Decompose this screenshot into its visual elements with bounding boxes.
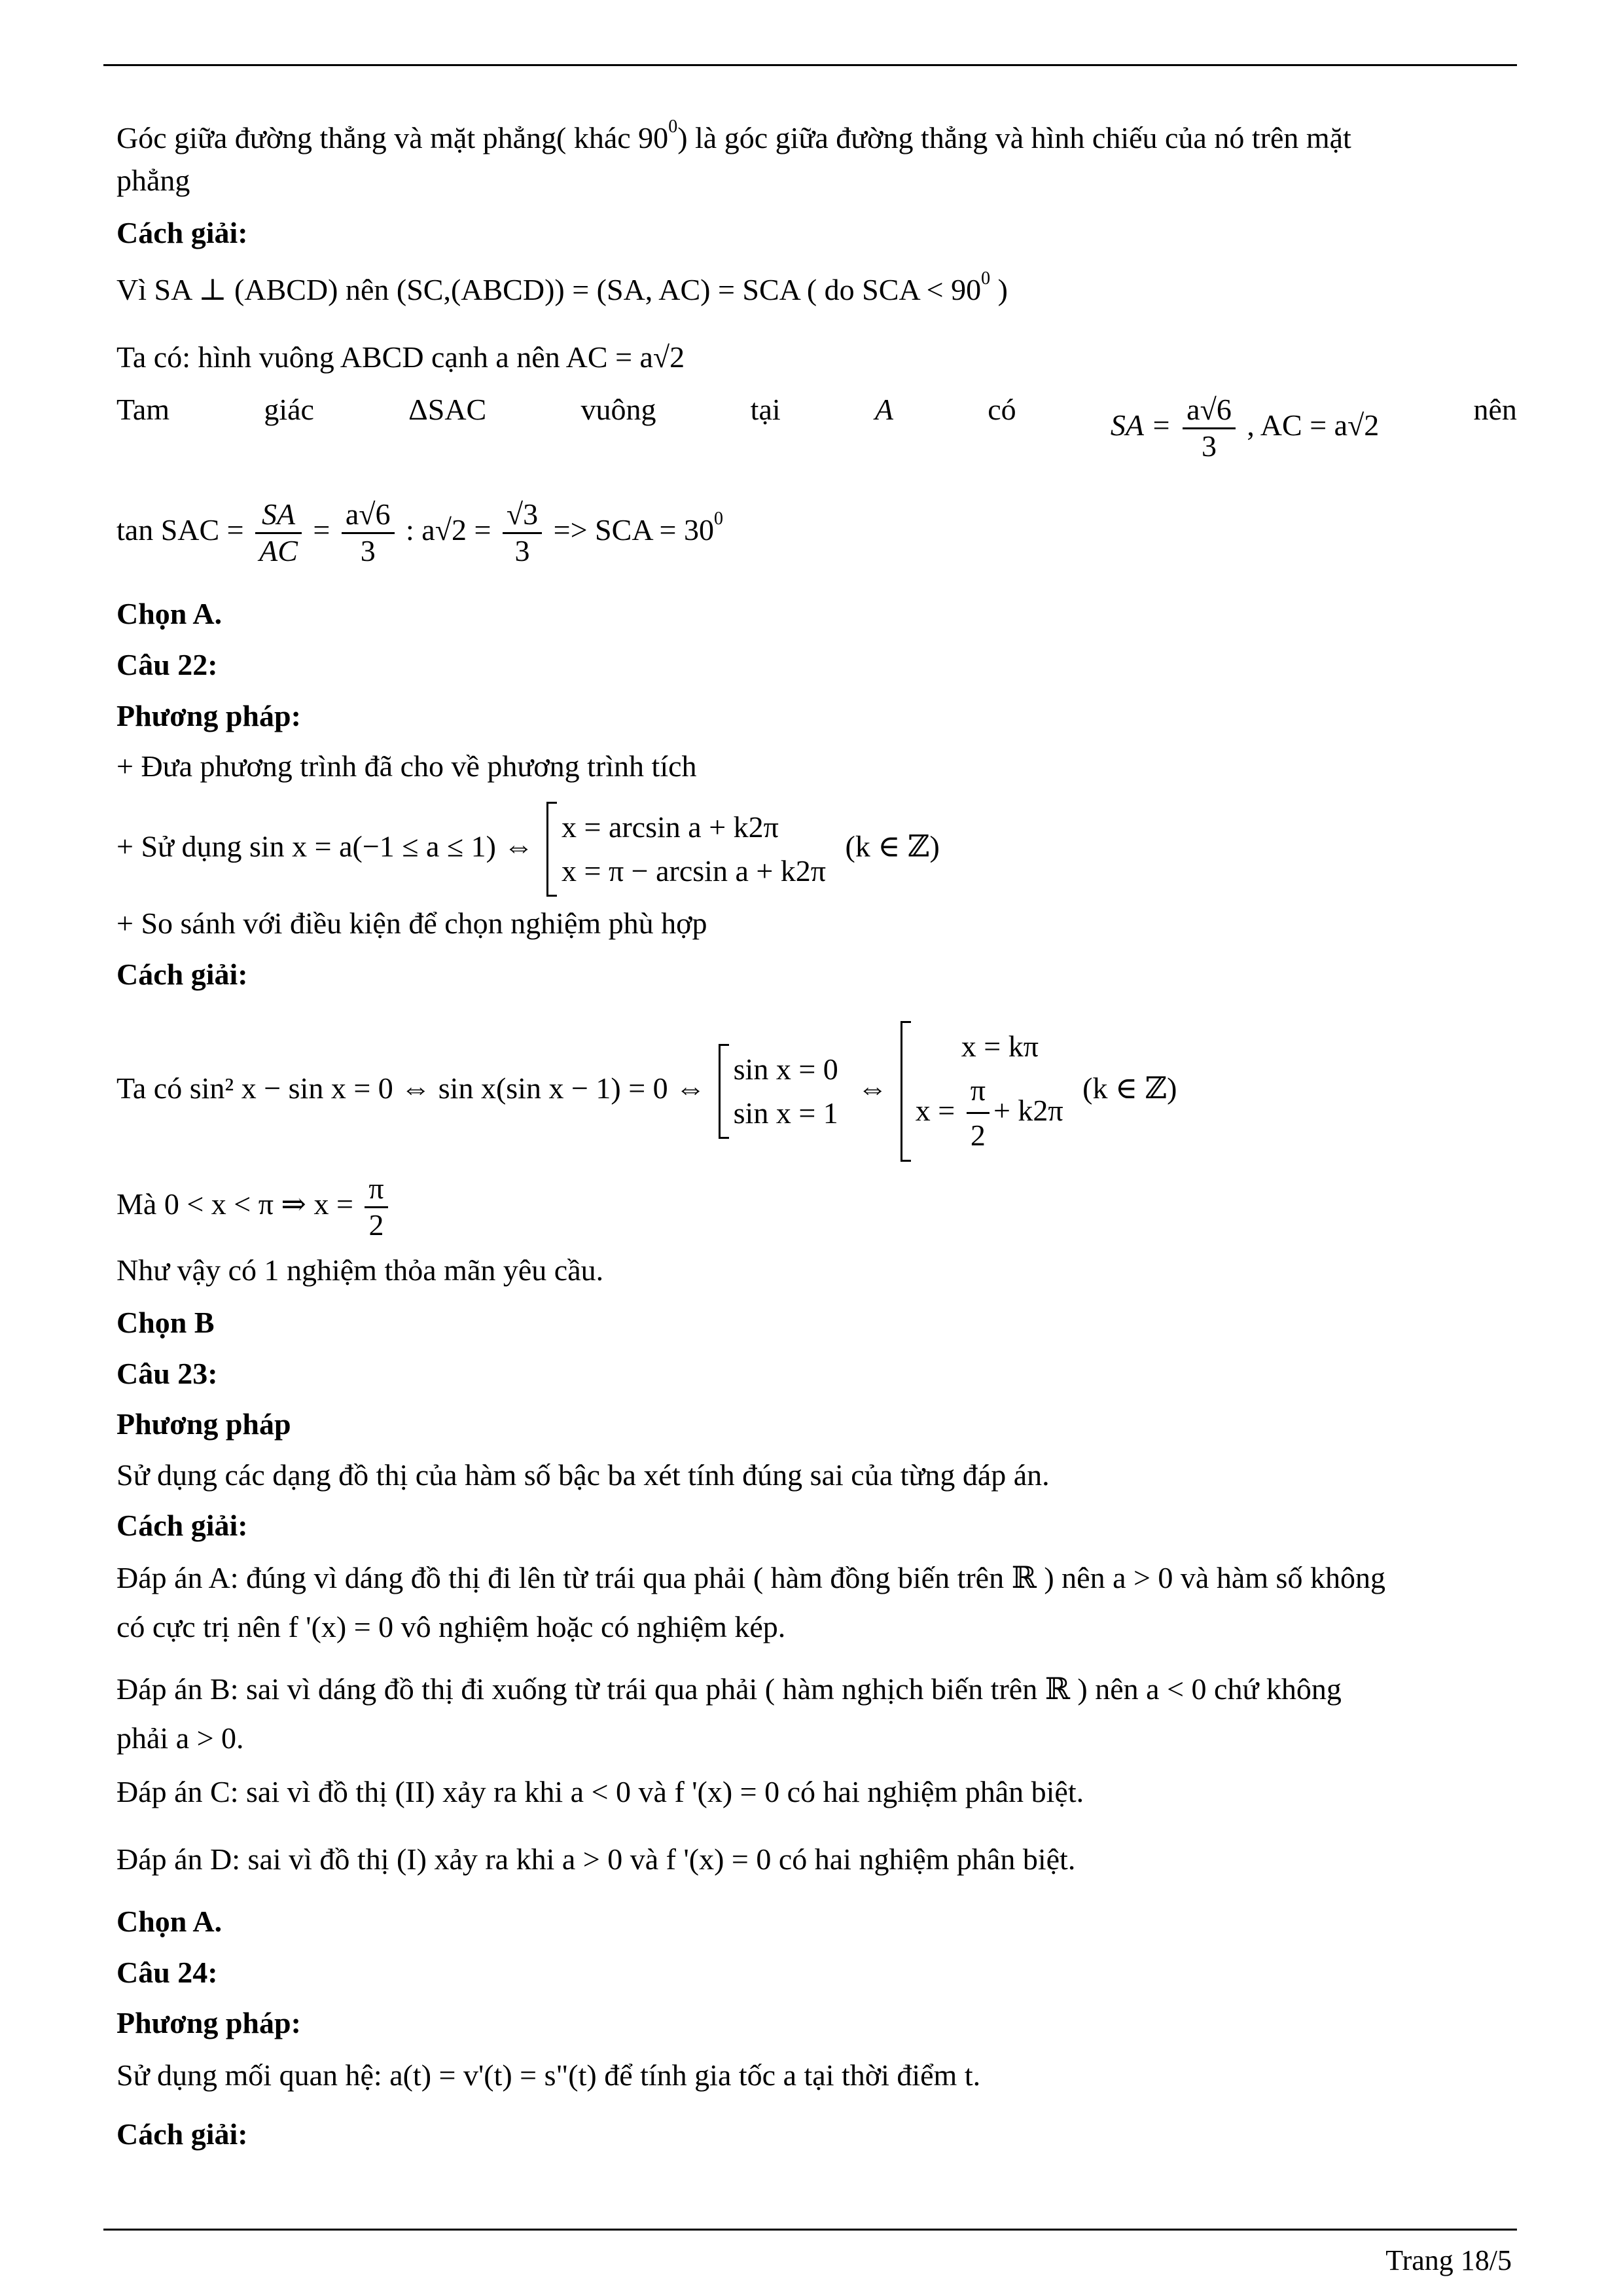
question-title: Câu 23: — [116, 1357, 218, 1390]
equation-system: x = kπ x = $\frac{\pi}{2}$ + k2π — [901, 1021, 1070, 1162]
paragraph-line: + Đưa phương trình đã cho về phương trình tích — [116, 749, 697, 783]
paragraph-line: Sử dụng các dạng đồ thị của hàm số bậc ba xét tính đúng sai của từng đáp án. — [116, 1458, 1050, 1492]
answer-choice: Chọn A. — [116, 1905, 223, 1938]
header-rule — [103, 64, 1517, 66]
paragraph-line: Đáp án C: sai vì đồ thị (II) xảy ra khi a < 0 và f '(x) = 0 có hai nghiệm phân biệt. — [116, 1775, 1084, 1808]
math-line: Vì SA ⊥ (ABCD) nên (SC,(ABCD)) = (SA, AC) = SCA ( do SCA < $90^0$ ) — [116, 268, 1008, 306]
paragraph-line: Đáp án B: sai vì dáng đồ thị đi xuống từ trái qua phải ( hàm nghịch biến trên ℝ ) nên a < 0 chứ không — [116, 1672, 1342, 1706]
paragraph-line: Đáp án D: sai vì đồ thị (I) xảy ra khi a > 0 và f '(x) = 0 có hai nghiệm phân biệt. — [116, 1842, 1076, 1876]
fraction: $\frac{SA}{AC}$ — [255, 497, 302, 569]
footer-rule — [103, 2229, 1517, 2231]
equation-system: x = arcsin a + k2π x = π − arcsin a + k2π — [546, 802, 832, 897]
section-heading: Cách giải: — [116, 1509, 248, 1542]
section-heading: Cách giải: — [116, 2117, 248, 2151]
paragraph-line: + So sánh với điều kiện để chọn nghiệm phù hợp — [116, 906, 707, 940]
paragraph-line: có cực trị nên f '(x) = 0 vô nghiệm hoặc có nghiệm kép. — [116, 1610, 786, 1643]
section-heading: Phương pháp: — [116, 2006, 301, 2039]
question-title: Câu 24: — [116, 1956, 218, 1989]
answer-choice: Chọn A. — [116, 597, 223, 630]
paragraph-line: Sử dụng mối quan hệ: a(t) = v'(t) = s"(t) để tính gia tốc a tại thời điểm t. — [116, 2058, 981, 2092]
paragraph-line: Đáp án A: đúng vì dáng đồ thị đi lên từ trái qua phải ( hàm đồng biến trên ℝ ) nên a > 0 và hàm số không — [116, 1561, 1385, 1594]
fraction: $\frac{√3}{3}$ — [503, 497, 542, 569]
paragraph-line: phải a > 0. — [116, 1721, 244, 1755]
paragraph-line: Như vậy có 1 nghiệm thỏa mãn yêu cầu. — [116, 1253, 604, 1287]
section-heading: Phương pháp — [116, 1407, 291, 1441]
math-line: Tam giác ΔSAC vuông tại A có SA = $\frac{a√6}{3}$ , AC = a√2 nên — [116, 393, 1517, 463]
section-heading: Phương pháp: — [116, 699, 301, 732]
section-heading: Cách giải: — [116, 958, 248, 991]
page-number: Trang 18/5 — [1385, 2244, 1512, 2276]
equation-system: sin x = 0 sin x = 1 — [719, 1044, 845, 1139]
math-line: + Sử dụng sin x = a(−1 ≤ a ≤ 1) ⇔ x = arcsin a + k2π x = π − arcsin a + k2π (k ∈ ℤ) — [116, 802, 940, 897]
fraction: $\frac{a√6}{3}$ — [1183, 393, 1236, 464]
math-line: Ta có sin² x − sin x = 0 ⇔ sin x(sin x − 1) = 0 ⇔ sin x = 0 sin x = 1 ⇔ x = kπ x = $\frac{\pi}{2}$ + k2π (k ∈ ℤ) — [116, 1021, 1177, 1162]
math-line: Mà 0 < x < π ⇒ x = $\frac{\pi}{2}$ — [116, 1172, 392, 1243]
paragraph-line: Góc giữa đường thẳng và mặt phẳng( khác $90^0$) là góc giữa đường thẳng và hình chiếu của nó trên mặt — [116, 117, 1351, 154]
math-line: tan SAC = $\frac{SA}{AC}$ = $\frac{a√6}{3}$ : a√2 = $\frac{√3}{3}$ => SCA = $30^0$ — [116, 497, 723, 567]
question-title: Câu 22: — [116, 648, 218, 681]
fraction: $\frac{a√6}{3}$ — [342, 497, 395, 569]
section-heading: Cách giải: — [116, 216, 248, 249]
math-line: Ta có: hình vuông ABCD cạnh a nên AC = a√2 — [116, 340, 685, 374]
paragraph-line: phẳng — [116, 164, 190, 197]
answer-choice: Chọn B — [116, 1306, 215, 1339]
fraction: $\frac{\pi}{2}$ — [365, 1172, 387, 1243]
